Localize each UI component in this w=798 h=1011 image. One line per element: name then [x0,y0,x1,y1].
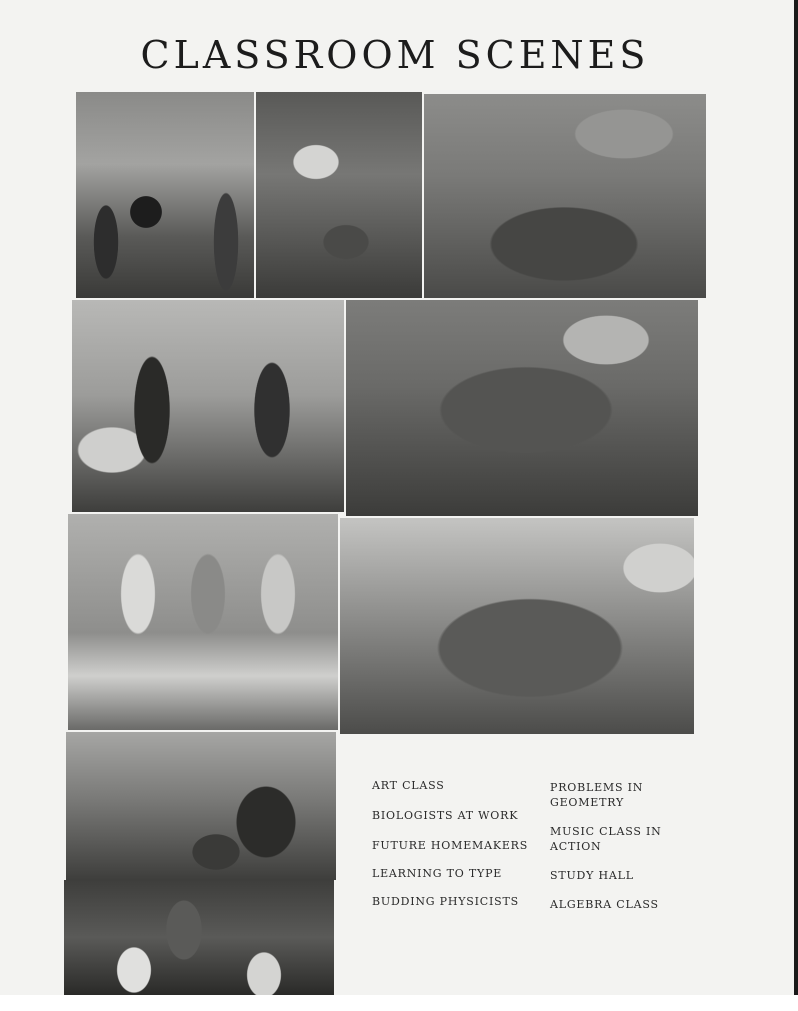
caption-algebra-class: ALGEBRA CLASS [550,898,659,911]
captions-left-column [372,778,532,918]
caption-future-homemakers: FUTURE HOMEMAKERS [372,839,529,852]
photo-future-homemakers [68,514,338,730]
photo-art-class [76,92,254,298]
caption-study-hall: STUDY HALL [550,869,634,882]
scan-bottom-margin [0,995,798,1011]
caption-learning-to-type: LEARNING TO TYPE [372,867,503,880]
caption-problems-in-geometry: PROBLEMS IN GEOMETRY [550,781,644,809]
caption-biologists-at-work: BIOLOGISTS AT WORK [372,809,519,822]
photo-algebra-class [340,518,694,734]
photo-study-hall [346,300,698,516]
photo-music-class [424,94,706,298]
caption-music-class-in-action: MUSIC CLASS IN ACTION [550,825,662,853]
photo-biologists-at-work [256,92,422,298]
page-title: CLASSROOM SCENES [140,33,650,77]
captions-right-column [550,780,690,920]
photo-learning-to-type [66,732,336,880]
caption-budding-physicists: BUDDING PHYSICISTS [372,895,519,908]
photo-budding-physicists [64,880,334,995]
page-edge-shadow [794,0,798,995]
photo-problems-in-geometry [72,300,344,512]
caption-art-class: ART CLASS [372,779,445,792]
